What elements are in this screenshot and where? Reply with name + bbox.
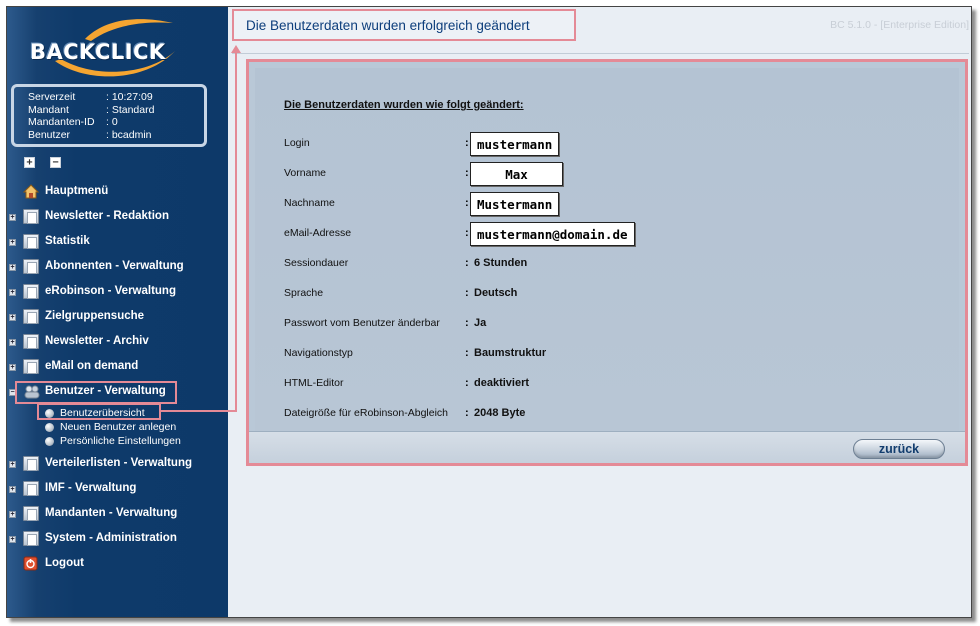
folder-icon bbox=[23, 359, 39, 374]
row-login: Login : mustermann bbox=[284, 133, 884, 155]
collapse-icon[interactable]: − bbox=[10, 389, 15, 396]
row-dateigroesse: Dateigröße für eRobinson-Abgleich : 2048 Byte bbox=[284, 407, 526, 419]
highlight-benutzeruebersicht bbox=[37, 403, 161, 420]
row-sessiondauer: Sessiondauer : 6 Stunden bbox=[284, 257, 528, 269]
expand-icon[interactable]: + bbox=[10, 461, 15, 468]
value-login: mustermann bbox=[470, 132, 559, 156]
folder-icon bbox=[23, 309, 39, 324]
folder-icon bbox=[23, 284, 39, 299]
sidebar-item-newsletter-redaktion[interactable]: + Newsletter - Redaktion bbox=[10, 210, 169, 222]
value-vorname: Max bbox=[470, 162, 563, 186]
folder-icon bbox=[23, 481, 39, 496]
sidebar-item-zielgruppensuche[interactable]: + Zielgruppensuche bbox=[10, 310, 145, 322]
sidebar-subitem-persoenliche-einstellungen[interactable]: Persönliche Einstellungen bbox=[45, 434, 181, 448]
back-button[interactable]: zurück bbox=[853, 439, 945, 459]
row-nachname: Nachname : Mustermann bbox=[284, 193, 884, 215]
panel-heading: Die Benutzerdaten wurden wie folgt geändert: bbox=[284, 99, 524, 111]
sidebar-item-erobinson-verwaltung[interactable]: + eRobinson - Verwaltung bbox=[10, 285, 176, 297]
connector-line bbox=[235, 51, 237, 412]
main-content bbox=[228, 7, 972, 617]
sidebar-item-system-administration[interactable]: + System - Administration bbox=[10, 532, 177, 544]
expand-icon[interactable]: + bbox=[10, 511, 15, 518]
panel-body bbox=[255, 68, 959, 434]
folder-icon bbox=[23, 506, 39, 521]
sidebar bbox=[7, 7, 228, 617]
expand-icon[interactable]: + bbox=[10, 264, 15, 271]
row-sprache: Sprache : Deutsch bbox=[284, 287, 518, 299]
sidebar-item-mandanten-verwaltung[interactable]: + Mandanten - Verwaltung bbox=[10, 507, 178, 519]
info-row-mandant: Mandant : Standard bbox=[28, 103, 155, 116]
folder-icon bbox=[23, 209, 39, 224]
row-navigationstyp: Navigationstyp : Baumstruktur bbox=[284, 347, 547, 359]
info-row-mandanten-id: Mandanten-ID : 0 bbox=[28, 116, 118, 128]
info-row-benutzer: Benutzer : bcadmin bbox=[28, 128, 152, 141]
sidebar-item-statistik[interactable]: + Statistik bbox=[10, 235, 90, 247]
expand-icon[interactable]: + bbox=[10, 364, 15, 371]
user-data-panel bbox=[246, 59, 968, 466]
sidebar-item-newsletter-archiv[interactable]: + Newsletter - Archiv bbox=[10, 335, 149, 347]
home-icon bbox=[23, 184, 39, 199]
divider bbox=[232, 53, 969, 54]
row-email: eMail-Adresse : mustermann@domain.de bbox=[284, 223, 884, 245]
expand-icon[interactable]: + bbox=[10, 339, 15, 346]
sidebar-item-abonnenten-verwaltung[interactable]: + Abonnenten - Verwaltung bbox=[10, 260, 184, 272]
connector-line bbox=[161, 410, 237, 412]
row-passwort-aenderbar: Passwort vom Benutzer änderbar : Ja bbox=[284, 317, 487, 329]
sidebar-item-logout[interactable]: Logout bbox=[7, 553, 228, 575]
app-window bbox=[6, 6, 972, 618]
expand-icon[interactable]: + bbox=[10, 214, 15, 221]
expand-icon[interactable]: + bbox=[10, 536, 15, 543]
row-html-editor: HTML-Editor : deaktiviert bbox=[284, 377, 530, 389]
sidebar-item-hauptmenue[interactable]: Hauptmenü bbox=[7, 181, 228, 203]
logo-text: BACKCLICK bbox=[30, 40, 166, 64]
folder-icon bbox=[23, 259, 39, 274]
version-label: BC 5.1.0 - [Enterprise Edition] bbox=[830, 19, 969, 31]
bullet-icon bbox=[45, 423, 54, 432]
info-row-serverzeit: Serverzeit : 10:27:09 bbox=[28, 91, 153, 103]
value-nachname: Mustermann bbox=[470, 192, 559, 216]
sidebar-subitem-neuen-benutzer-anlegen[interactable]: Neuen Benutzer anlegen bbox=[45, 420, 176, 434]
session-info-box bbox=[11, 84, 207, 147]
sidebar-item-benutzer-verwaltung[interactable]: − Benutzer - Verwaltung bbox=[10, 385, 166, 397]
expand-icon[interactable]: + bbox=[10, 486, 15, 493]
folder-icon bbox=[23, 334, 39, 349]
sidebar-item-imf-verwaltung[interactable]: + IMF - Verwaltung bbox=[10, 482, 137, 494]
backclick-logo[interactable] bbox=[25, 17, 185, 81]
collapse-all-icon[interactable]: − bbox=[50, 157, 61, 168]
value-email: mustermann@domain.de bbox=[470, 222, 635, 246]
page-title: Die Benutzerdaten wurden erfolgreich geändert bbox=[232, 9, 576, 41]
row-vorname: Vorname : Max bbox=[284, 163, 884, 185]
folder-icon bbox=[23, 234, 39, 249]
expand-all-icon[interactable]: + bbox=[24, 157, 35, 168]
expand-icon[interactable]: + bbox=[10, 314, 15, 321]
sidebar-item-email-on-demand[interactable]: + eMail on demand bbox=[10, 360, 139, 372]
folder-icon bbox=[23, 531, 39, 546]
expand-icon[interactable]: + bbox=[10, 239, 15, 246]
expand-icon[interactable]: + bbox=[10, 289, 15, 296]
connector-arrow-icon bbox=[231, 45, 241, 53]
sidebar-subitem-benutzeruebersicht[interactable]: Benutzerübersicht bbox=[45, 406, 145, 420]
folder-icon bbox=[23, 456, 39, 471]
sidebar-item-verteilerlisten-verwaltung[interactable]: + Verteilerlisten - Verwaltung bbox=[10, 457, 192, 469]
logout-icon bbox=[23, 556, 39, 571]
bullet-icon bbox=[45, 437, 54, 446]
panel-footer bbox=[249, 431, 965, 463]
highlight-benutzer-verwaltung bbox=[15, 381, 177, 404]
